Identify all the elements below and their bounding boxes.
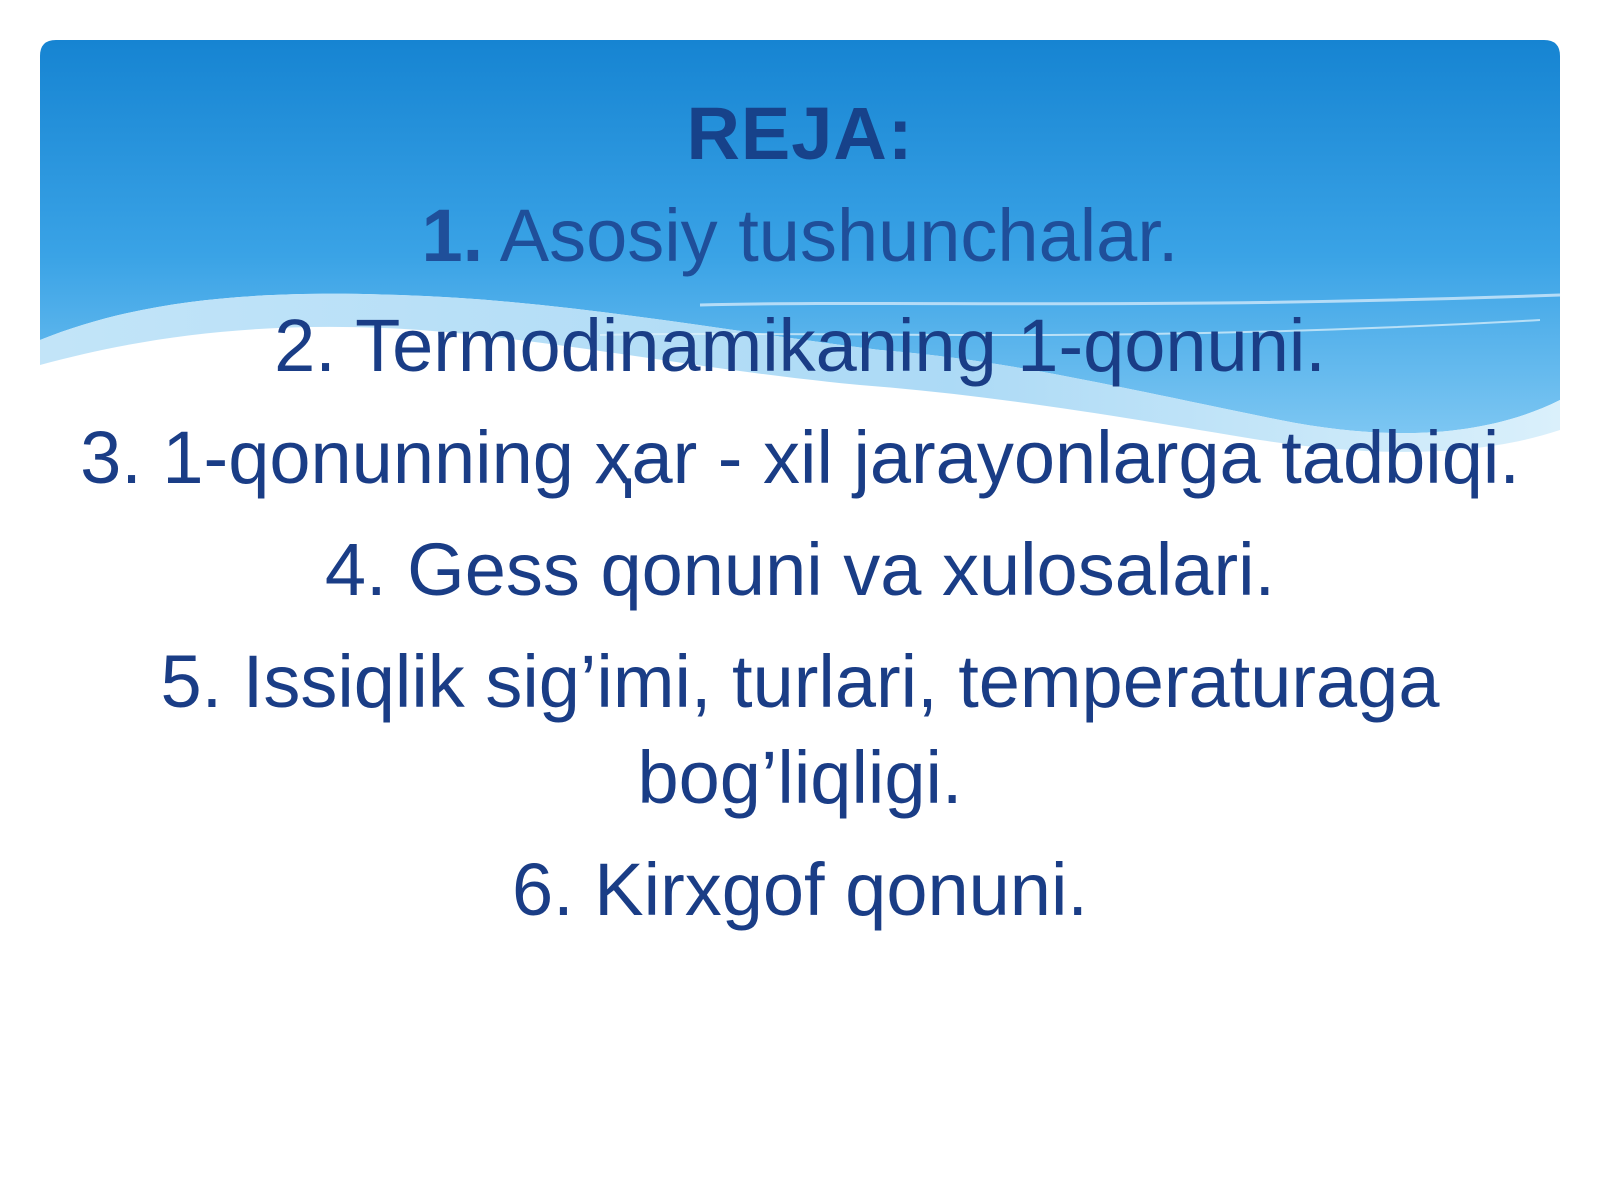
plan-item-6: 6. Kirxgof qonuni. — [512, 848, 1088, 931]
slide-title: REJA: — [686, 92, 914, 175]
plan-item-3: 3. 1-qonunning ҳar - xil jarayonlarga tadbiqi. — [80, 416, 1520, 499]
slide-content — [60, 80, 1540, 954]
plan-item-4: 4. Gess qonuni va xulosalari. — [324, 528, 1276, 611]
plan-item-1 — [60, 188, 1540, 284]
plan-item-5: 5. Issiqlik sig’imi, turlari, temperaturaga bog’liqligi. — [160, 640, 1440, 819]
plan-item-1-number: 1. — [421, 194, 484, 277]
plan-item-1-text: Asosiy tushunchalar. — [483, 194, 1179, 277]
plan-item-2: 2. Termodinamikaning 1-qonuni. — [274, 304, 1326, 387]
